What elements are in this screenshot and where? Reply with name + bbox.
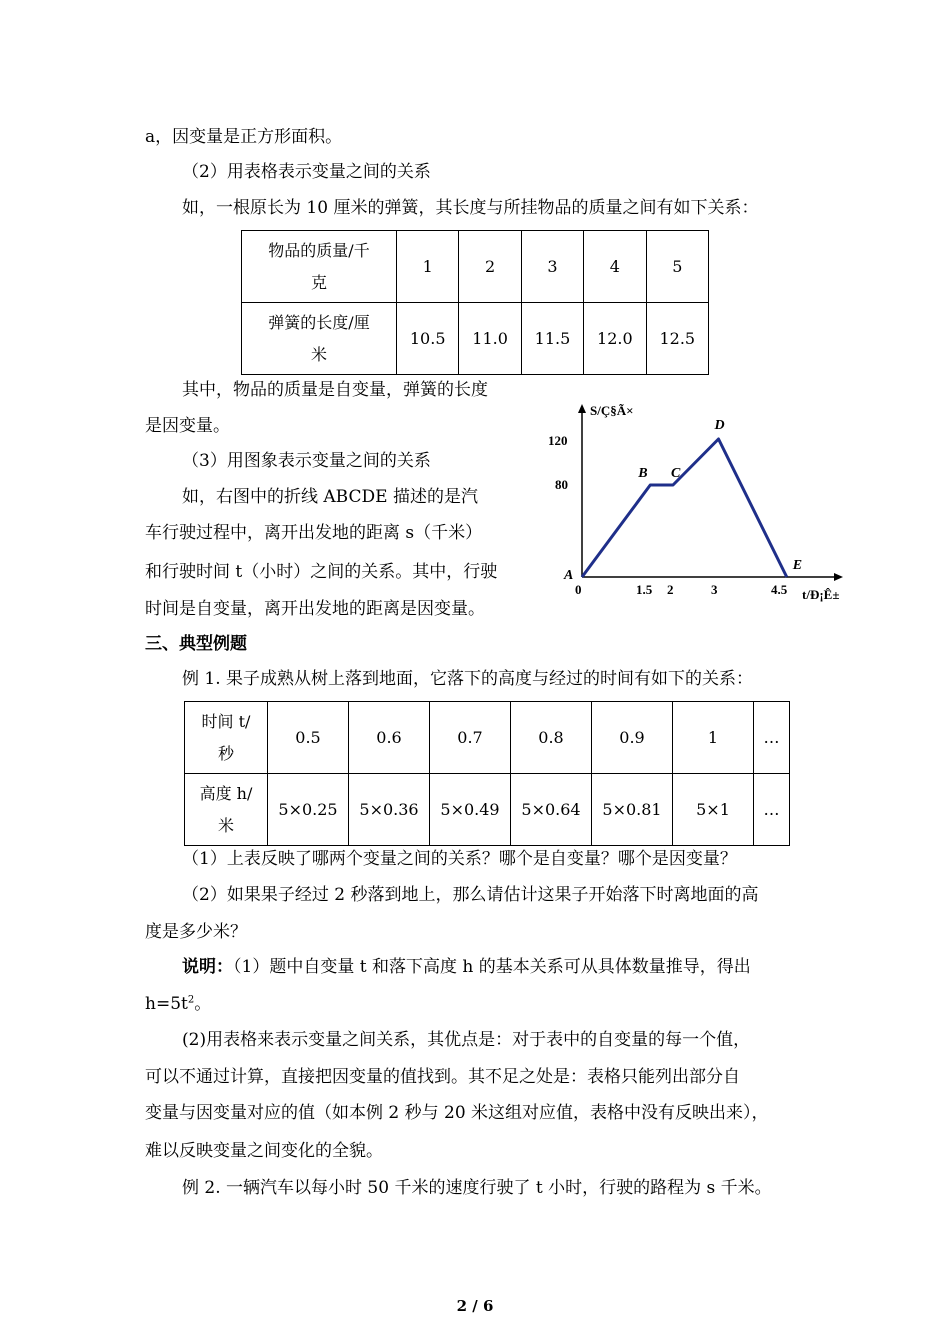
table-cell: 2 [459,231,521,303]
cell-text: 米 [217,815,234,835]
table-cell: 5 [646,231,708,303]
formula-end: 。 [194,994,212,1014]
text-line-7: 如，右图中的折线 ABCDE 描述的是汽 [182,487,478,507]
note-text: （1）题中自变量 t 和落下高度 h 的基本关系可从具体数量推导，得出 [233,957,751,977]
table-header-cell [185,702,268,774]
example-2-text: 例 2. 一辆汽车以每小时 50 千米的速度行驶了 t 小时，行驶的路程为 s 千米。 [182,1178,772,1198]
cell-text: 米 [310,344,327,364]
table-cell: 12.0 [584,303,646,375]
cell-text: 秒 [217,743,234,763]
cell-text: 弹簧的长度/厘 [268,312,370,332]
note-label: 说明： [182,957,233,977]
x-tick-label: 1.5 [636,582,653,597]
section-heading: 三、典型例题 [145,634,247,654]
cell-text: 时间 t/ [201,711,251,731]
table-cell: 12.5 [646,303,708,375]
heading-graph-method: （3）用图象表示变量之间的关系 [182,451,431,471]
note-2-line-1: (2)用表格来表示变量之间关系，其优点是：对于表中的自变量的每一个值， [182,1030,751,1050]
table-cell: 0.7 [430,702,511,774]
point-label-b: B [638,466,648,481]
y-tick-label: 80 [555,477,568,492]
cell-text: 物品的质量/千 [268,240,370,260]
formula-exponent: 2 [187,994,195,1006]
table-cell: 10.5 [397,303,459,375]
point-label-c: C [671,466,681,481]
table-cell: 0.5 [268,702,349,774]
text-spring-intro: 如，一根原长为 10 厘米的弹簧，其长度与所挂物品的质量之间有如下关系： [182,198,759,218]
table-cell: 1 [397,231,459,303]
distance-time-graph [540,398,870,613]
point-label-d: D [714,418,725,433]
table-header-cell [242,303,397,375]
table-cell: 11.5 [521,303,583,375]
question-1: （1）上表反映了哪两个变量之间的关系？哪个是自变量？哪个是因变量？ [182,849,737,869]
table-row [185,774,790,846]
table-cell: 5×0.49 [430,774,511,846]
cell-text: 克 [310,272,327,292]
formula-line [145,992,211,1016]
page-number: 2 / 6 [456,1297,494,1315]
formula-base: h=5t [145,994,188,1014]
y-axis-label: S/Ç§Ã× [590,403,634,418]
text-line-10: 时间是自变量，离开出发地的距离是因变量。 [145,599,485,619]
table-cell: 0.6 [349,702,430,774]
text-line-4: 其中，物品的质量是自变量，弹簧的长度 [182,380,488,400]
note-2-line-3: 变量与因变量对应的值（如本例 2 秒与 20 米这组对应值，表格中没有反映出来）， [145,1103,769,1123]
table-header-cell [185,774,268,846]
spring-table [241,230,709,375]
text-line-5: 是因变量。 [145,416,230,436]
table-cell: … [754,702,790,774]
note-2-line-4: 难以反映变量之间变化的全貌。 [145,1141,383,1161]
series-line [582,439,787,577]
table-header-cell [242,231,397,303]
example-1-text: 例 1. 果子成熟从树上落到地面，它落下的高度与经过的时间有如下的关系： [182,669,754,689]
table-cell: 0.9 [592,702,673,774]
note-2-line-2: 可以不通过计算，直接把因变量的值找到。其不足之处是：表格只能列出部分自 [145,1067,740,1087]
table-cell: 11.0 [459,303,521,375]
table-cell: 5×0.25 [268,774,349,846]
x-axis-label: t/Ð¡Ê± [802,587,840,602]
table-cell: 5×0.36 [349,774,430,846]
cell-text: 高度 h/ [199,783,253,803]
table-row [242,231,709,303]
text-line-8: 车行驶过程中，离开出发地的距离 s（千米） [145,523,483,543]
question-2-line-1: （2）如果果子经过 2 秒落到地上，那么请估计这果子开始落下时离地面的高 [182,885,759,905]
fall-table [184,701,790,846]
table-cell: 5×1 [673,774,754,846]
table-cell: 5×0.81 [592,774,673,846]
point-label-a: A [564,568,574,583]
table-row [185,702,790,774]
x-tick-label: 2 [667,582,674,597]
point-labels [563,418,802,583]
table-cell: 1 [673,702,754,774]
heading-table-method: （2）用表格表示变量之间的关系 [182,162,431,182]
y-axis-arrow [578,404,586,413]
question-2-line-2: 度是多少米？ [145,922,247,942]
note-line-1 [182,955,751,979]
x-tick-label: 3 [711,582,718,597]
text-line-1: a，因变量是正方形面积。 [145,127,343,147]
table-cell: … [754,774,790,846]
table-cell: 3 [521,231,583,303]
table-cell: 0.8 [511,702,592,774]
x-axis-arrow [834,573,843,581]
point-label-e: E [792,558,803,573]
text-line-9: 和行驶时间 t（小时）之间的关系。其中，行驶 [145,562,498,582]
table-row [242,303,709,375]
x-tick-label: 0 [575,582,582,597]
table-cell: 4 [584,231,646,303]
x-tick-label: 4.5 [771,582,788,597]
table-cell: 5×0.64 [511,774,592,846]
y-tick-label: 120 [548,433,568,448]
